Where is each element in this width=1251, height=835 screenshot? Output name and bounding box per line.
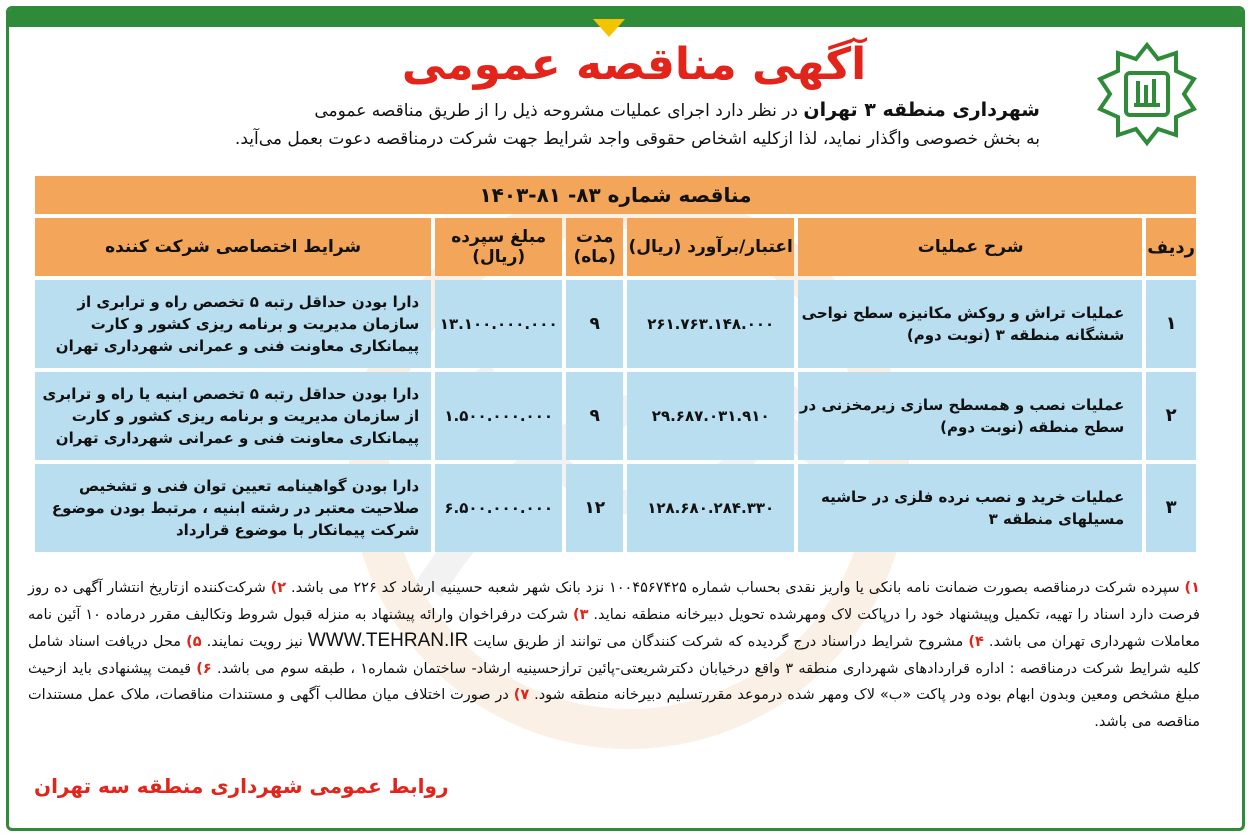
table-row xyxy=(35,464,1196,552)
row-idx: ۲ xyxy=(1146,372,1196,460)
note-text: سپرده شرکت درمناقصه بصورت ضمانت نامه بانکی یا واریز نقدی بحساب شماره ۱۰۰۴۵۶۷۴۲۵ نزد بانک شهر شعبه حسینیه ارشاد کد ۲۲۶ می باشد. xyxy=(286,580,1185,596)
note-number: ۶) xyxy=(196,660,212,677)
row-desc: عملیات نصب و همسطح سازی زیرمخزنی در سطح منطقه (نوبت دوم) xyxy=(798,372,1142,460)
notes-section xyxy=(28,575,1200,735)
col-header-idx: ردیف xyxy=(1146,218,1196,276)
top-green-bar xyxy=(9,9,1242,27)
row-duration: ۱۲ xyxy=(566,464,623,552)
note-text: نیز رویت نمایند. xyxy=(201,634,308,650)
row-estimate: ۱۲۸.۶۸۰.۲۸۴.۳۳۰ xyxy=(627,464,794,552)
row-conditions: دارا بودن گواهینامه تعیین توان فنی و تشخیص صلاحیت معتبر در رشته ابنیه ، مرتبط بودن موضوع شرکت پیمانکار با موضوع قرارداد xyxy=(35,464,431,552)
row-deposit: ۱.۵۰۰.۰۰۰.۰۰۰ xyxy=(435,372,562,460)
note-text: محل دریافت اسناد شامل کلیه شرایط شرکت درمناقصه : اداره قراردادهای شهرداری منطقه ۳ واقع درخیابان دکترشریعتی-پائین ترازحسینیه ارشاد- ساختمان شماره۱ ، طبقه سوم می باشد. xyxy=(28,634,1200,677)
col-header-deposit: مبلغ سپرده (ریال) xyxy=(435,218,562,276)
col-header-desc: شرح عملیات xyxy=(798,218,1142,276)
note-text: شرکت درفراخوان وارائه پیشنهاد به منزله قبول شروط وتکالیف مقرر درماده ۱۰ آئین نامه معاملات شهرداری تهران می باشد. xyxy=(28,606,1200,650)
note-number: ۳) xyxy=(573,606,589,623)
intro-text xyxy=(150,96,1040,153)
intro-line-2: به بخش خصوصی واگذار نماید، لذا ازکلیه اشخاص حقوقی واجد شرایط جهت شرکت درمناقصه دعوت بعمل می‌آید. xyxy=(234,129,1040,149)
row-desc: عملیات تراش و روکش مکانیزه سطح نواحی ششگانه منطقه ۳ (نوبت دوم) xyxy=(798,280,1142,368)
row-idx: ۱ xyxy=(1146,280,1196,368)
yellow-triangle-marker xyxy=(593,19,625,37)
note-text: مشروح شرایط دراسناد درج گردیده که شرکت کنندگان می توانند از طریق سایت xyxy=(468,634,969,650)
note-number: ۲) xyxy=(270,580,287,596)
row-estimate: ۲۶۱.۷۶۳.۱۴۸.۰۰۰ xyxy=(627,280,794,368)
note-number: ۷) xyxy=(513,687,530,703)
row-idx: ۳ xyxy=(1146,464,1196,552)
tehran-municipality-logo-icon xyxy=(1092,39,1202,149)
note-number: ۱) xyxy=(1184,580,1200,596)
row-desc: عملیات خرید و نصب نرده فلزی در حاشیه مسیلهای منطقه ۳ xyxy=(798,464,1142,552)
note-number: ۴) xyxy=(968,634,984,650)
footer-signature: روابط عمومی شهرداری منطقه سه تهران xyxy=(34,774,449,798)
row-conditions: دارا بودن حداقل رتبه ۵ تخصص ابنیه یا راه و ترابری از سازمان مدیریت و برنامه ریزی کشور و کارت پیمانکاری معاونت فنی و عمرانی شهرداری تهران xyxy=(35,372,431,460)
note-text: شرکت‌کننده ازتاریخ انتشار آگهی ده روز فرصت دارد اسناد را تهیه، تکمیل وپیشنهاد خود را درپاکت لاک ومهرشده تحویل دبیرخانه منطقه نماید. xyxy=(28,580,1200,623)
row-conditions: دارا بودن حداقل رتبه ۵ تخصص راه و ترابری از سازمان مدیریت و برنامه ریزی کشور و کارت پیمانکاری معاونت فنی و عمرانی شهرداری تهران xyxy=(35,280,431,368)
col-header-duration: مدت (ماه) xyxy=(566,218,623,276)
row-duration: ۹ xyxy=(566,280,623,368)
note-text: در صورت اختلاف میان مطالب آگهی و مستندات مناقصات، ملاک عمل مستندات مناقصه می باشد. xyxy=(28,687,1200,730)
table-row xyxy=(35,280,1196,368)
row-duration: ۹ xyxy=(566,372,623,460)
website-link[interactable]: WWW.TEHRAN.IR xyxy=(307,630,469,651)
table-row xyxy=(35,372,1196,460)
table-header-row xyxy=(35,218,1196,276)
row-estimate: ۲۹.۶۸۷.۰۳۱.۹۱۰ xyxy=(627,372,794,460)
intro-line-1: در نظر دارد اجرای عملیات مشروحه ذیل را از طریق مناقصه عمومی xyxy=(314,101,804,121)
page-title: آگهی مناقصه عمومی xyxy=(401,39,867,90)
note-text: قیمت پیشنهادی باید ازحیث مبلغ مشخص ومعین وبدون ابهام بوده ودر پاکت «ب» لاک ومهر شده درموعد مقررتسلیم دبیرخانه منطقه شود. xyxy=(28,660,1200,703)
tender-table xyxy=(31,172,1200,556)
org-name: شهرداری منطقه ۳ تهران xyxy=(803,99,1040,121)
row-deposit: ۶.۵۰۰.۰۰۰.۰۰۰ xyxy=(435,464,562,552)
col-header-conditions: شرایط اختصاصی شرکت کننده xyxy=(35,218,431,276)
row-deposit: ۱۳.۱۰۰.۰۰۰.۰۰۰ xyxy=(435,280,562,368)
note-number: ۵) xyxy=(186,634,202,650)
col-header-estimate: اعتبار/برآورد (ریال) xyxy=(627,218,794,276)
tender-number: مناقصه شماره ۸۳- ۸۱-۱۴۰۳ xyxy=(35,176,1196,214)
